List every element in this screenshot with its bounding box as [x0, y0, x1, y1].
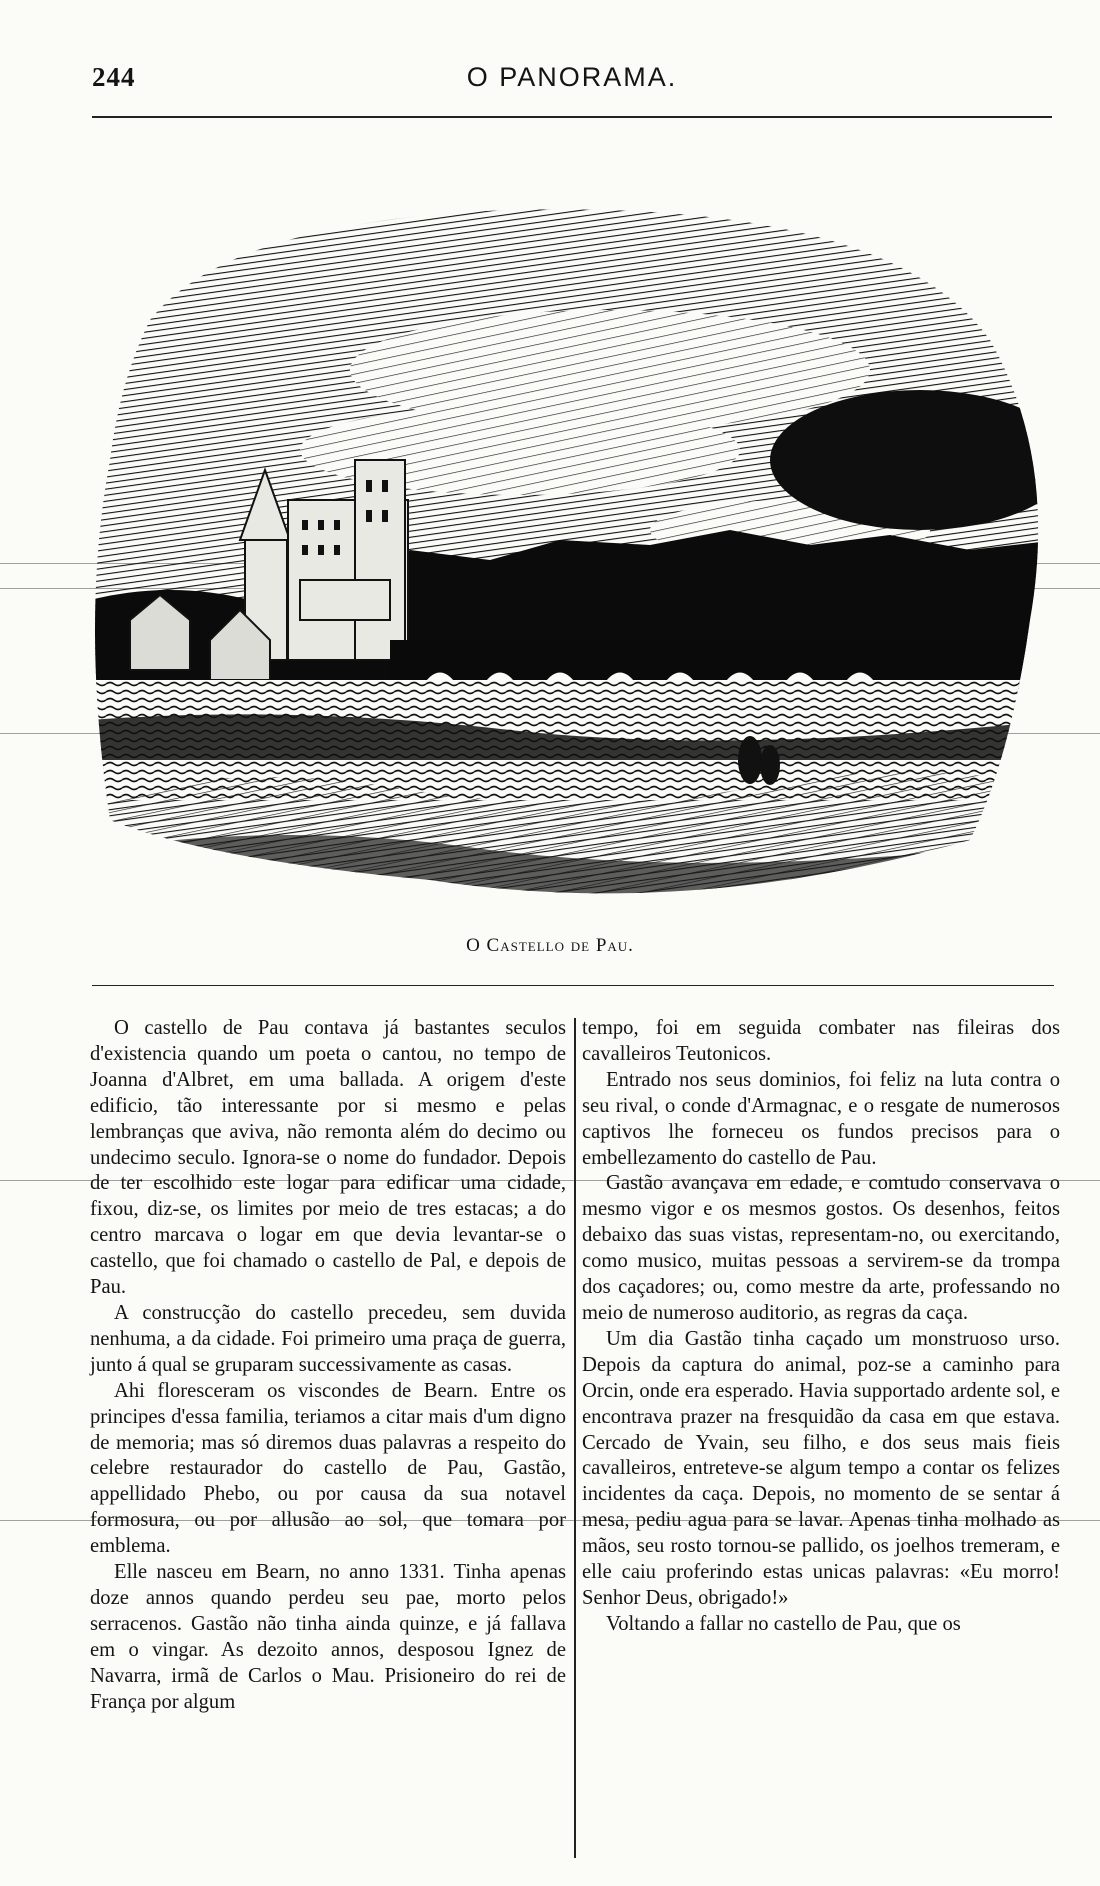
- illustration-caption: [0, 935, 1100, 957]
- paragraph: tempo, foi em seguida combater nas fileiras dos cavalleiros Teutonicos.: [582, 1017, 1060, 1065]
- paragraph: O castello de Pau contava já bastantes seculos d'existencia quando um poeta o cantou, no tempo de Joanna d'Albret, em uma ballada. A origem d'este edificio, tão interessante por si mesmo e pelas lembranças que aviva, não remonta além do decimo ou undecimo seculo. Ignora-se o nome do fundador. Depois de ter escolhido este logar para edificar uma cidade, fixou, diz-se, os limites por meio de tres estacas; a do centro marcava o logar em que devia levantar-se o castello, que foi chamado o castello de Pal, e depois de Pau.: [90, 1017, 566, 1299]
- article-left-column: [90, 1016, 566, 1715]
- paragraph: Elle nasceu em Bearn, no anno 1331. Tinha apenas doze annos quando perdeu seu pae, morto pelos serracenos. Gastão não tinha ainda quinze, e já fallava em o vingar. As dezoito annos, desposou Ignez de Navarra, irmã de Carlos o Mau. Prisioneiro do rei de França por algum: [90, 1561, 566, 1713]
- paragraph: Ahi floresceram os viscondes de Bearn. Entre os principes d'essa familia, teriamos a citar mais d'um digno de memoria; mas só diremos duas palavras a respeito do celebre restaurador do castello de Pau, Gastão, appellidado Phebo, ou por causa da sua notavel formosura, ou por allusão ao sol, que tomara por emblema.: [90, 1379, 566, 1558]
- paragraph: Voltando a fallar no castello de Pau, que os: [606, 1612, 961, 1635]
- article-right-column: [582, 1016, 1060, 1638]
- paragraph: Entrado nos seus dominios, foi feliz na luta contra o seu rival, o conde d'Armagnac, e o resgate de numerosos captivos lhe forneceu os fundos precisos para o embellezamento do castello de Pau.: [582, 1068, 1060, 1169]
- page-number: 244: [92, 62, 136, 92]
- caption-text: O Castello de Pau.: [466, 935, 634, 956]
- column-divider: [574, 1018, 576, 1858]
- castle-engraving-icon: [90, 200, 1058, 900]
- body-rule: [92, 985, 1054, 986]
- paragraph: Um dia Gastão tinha caçado um monstruoso urso. Depois da captura do animal, poz-se a caminho para Orcin, onde era esperado. Havia supportado ardente sol, e encontrava prazer na fresquidão da casa em que estava. Cercado de Yvain, seu filho, e dos seus mais fieis cavalleiros, entreteve-se algum tempo a contar os felizes incidentes da caça. Depois, no momento de se sentar á mesa, pediu agua para se lavar. Apenas tinha molhado as mãos, seu rosto tornou-se pallido, os joelhos tremeram, e elle caiu proferindo estas unicas palavras: «Eu morro! Senhor Deus, obrigado!»: [582, 1327, 1060, 1609]
- paragraph: A construcção do castello precedeu, sem duvida nenhuma, a da cidade. Foi primeiro uma praça de guerra, junto á qual se gruparam successivamente as casas.: [90, 1301, 566, 1376]
- page-header: [92, 62, 1052, 102]
- paragraph: Gastão avançava em edade, e comtudo conservava o mesmo vigor e os mesmos gostos. Os desenhos, feitos debaixo das suas vistas, representam-no, ou exercitando, como musico, muitas pessoas a servirem-se da trompa dos caçadores; ou, como mestre da arte, professando no meio de numeroso auditorio, as regras da caça.: [582, 1172, 1060, 1324]
- journal-title: O PANORAMA.: [466, 62, 678, 92]
- header-rule: [92, 116, 1052, 118]
